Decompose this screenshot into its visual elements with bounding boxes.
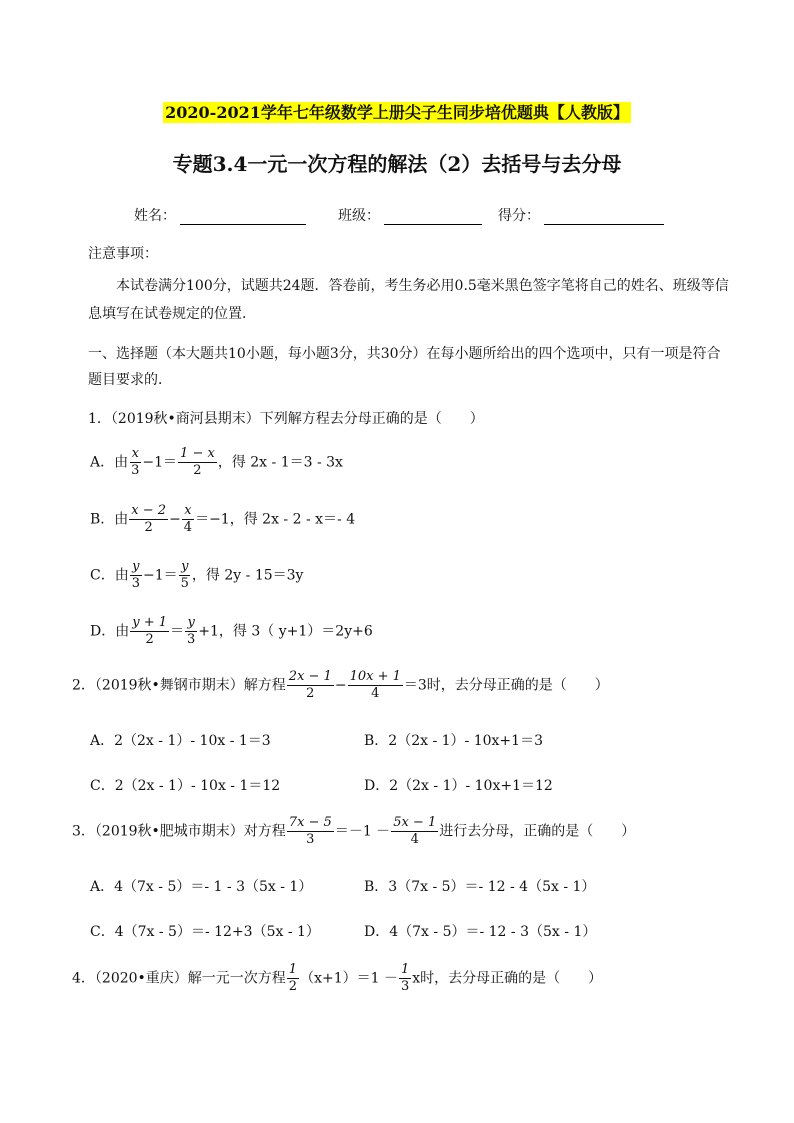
series-title: 2020-2021学年七年级数学上册尖子生同步培优题典【人教版】	[165, 103, 629, 122]
section-heading-line-2: 题目要求的．	[88, 372, 172, 388]
fraction: $\frac{7x - 5}{3}$	[288, 815, 332, 847]
question-4: 4．（2020•重庆）解一元一次方程 $\frac{1}{2}$ （x+1）＝1 － $\frac{1}{3}$ x时，去分母正确的是（ ）	[72, 962, 603, 994]
q3-option-b: B．3（7x - 5）＝- 12 - 4（5x - 1）	[364, 879, 596, 895]
q3-option-a: A．4（7x - 5）＝- 1 - 3（5x - 1）	[90, 879, 313, 895]
fraction: $\frac{y + 1}{2}$	[132, 615, 168, 647]
q1-option-d: D．由 $\frac{y + 1}{2}$ ＝ $\frac{y}{3}$ +1，得 3（ y+1）＝2y+6	[90, 615, 373, 647]
fraction: $\frac{2x - 1}{2}$	[288, 669, 332, 701]
q1-option-a: A．由 $\frac{x}{3}$ −1＝ $\frac{1 - x}{2}$ ，得 2x - 1＝3 - 3x	[90, 446, 343, 478]
fraction: $\frac{x}{3}$	[131, 446, 140, 478]
q2-option-a: A．2（2x - 1）- 10x - 1＝3	[90, 733, 271, 749]
q2-option-c: C．2（2x - 1）- 10x - 1＝12	[90, 778, 281, 794]
notice-heading: 注意事项：	[88, 246, 158, 262]
fraction: $\frac{1}{3}$	[400, 962, 410, 994]
q2-option-b: B．2（2x - 1）- 10x+1＝3	[364, 733, 543, 749]
fraction: $\frac{1 - x}{2}$	[180, 446, 215, 478]
question-1: 1．（2019秋•商河县期末）下列解方程去分母正确的是（ ）	[88, 411, 484, 427]
q1-option-b: B．由 $\frac{x - 2}{2}$ − $\frac{x}{4}$ ＝−1，得 2x - 2 - x＝- 4	[90, 503, 356, 535]
q2-option-d: D．2（2x - 1）- 10x+1＝12	[364, 778, 553, 794]
fraction: $\frac{y}{5}$	[180, 559, 189, 591]
fraction: $\frac{1}{2}$	[288, 962, 298, 994]
fraction: $\frac{y}{3}$	[131, 559, 140, 591]
question-3: 3．（2019秋•肥城市期末）对方程 $\frac{7x - 5}{3}$ ＝－1 － $\frac{5x - 1}{4}$ 进行去分母，正确的是（ ）	[72, 815, 636, 847]
q3-option-c: C．4（7x - 5）＝- 12+3（5x - 1）	[90, 924, 320, 940]
notice-line-2: 息填写在试卷规定的位置．	[88, 306, 256, 322]
fraction: $\frac{x - 2}{2}$	[131, 503, 167, 535]
score-field: 得分：	[498, 205, 664, 225]
fraction: $\frac{10x + 1}{4}$	[349, 669, 401, 701]
notice-line-1: 本试卷满分100分，试题共24题．答卷前，考生务必用0.5毫米黑色签字笔将自己的姓名、班级等信	[116, 278, 729, 294]
class-field: 班级：	[338, 205, 482, 225]
fraction: $\frac{x}{4}$	[183, 503, 193, 535]
fraction: $\frac{y}{3}$	[187, 615, 196, 647]
name-field: 姓名：	[134, 205, 306, 225]
page-title: 专题3.4一元一次方程的解法（2）去括号与去分母	[172, 152, 622, 176]
section-heading-line-1: 一、选择题（本大题共10小题，每小题3分，共30分）在每小题所给出的四个选项中，只有一项是符合	[88, 346, 721, 362]
q3-option-d: D．4（7x - 5）＝- 12 - 3（5x - 1）	[364, 924, 597, 940]
question-2: 2．（2019秋•舞钢市期末）解方程 $\frac{2x - 1}{2}$ − $\frac{10x + 1}{4}$ ＝3时，去分母正确的是（ ）	[72, 669, 609, 701]
q1-option-c: C．由 $\frac{y}{3}$ −1＝ $\frac{y}{5}$ ，得 2y - 15＝3y	[90, 559, 304, 591]
fraction: $\frac{5x - 1}{4}$	[393, 815, 437, 847]
